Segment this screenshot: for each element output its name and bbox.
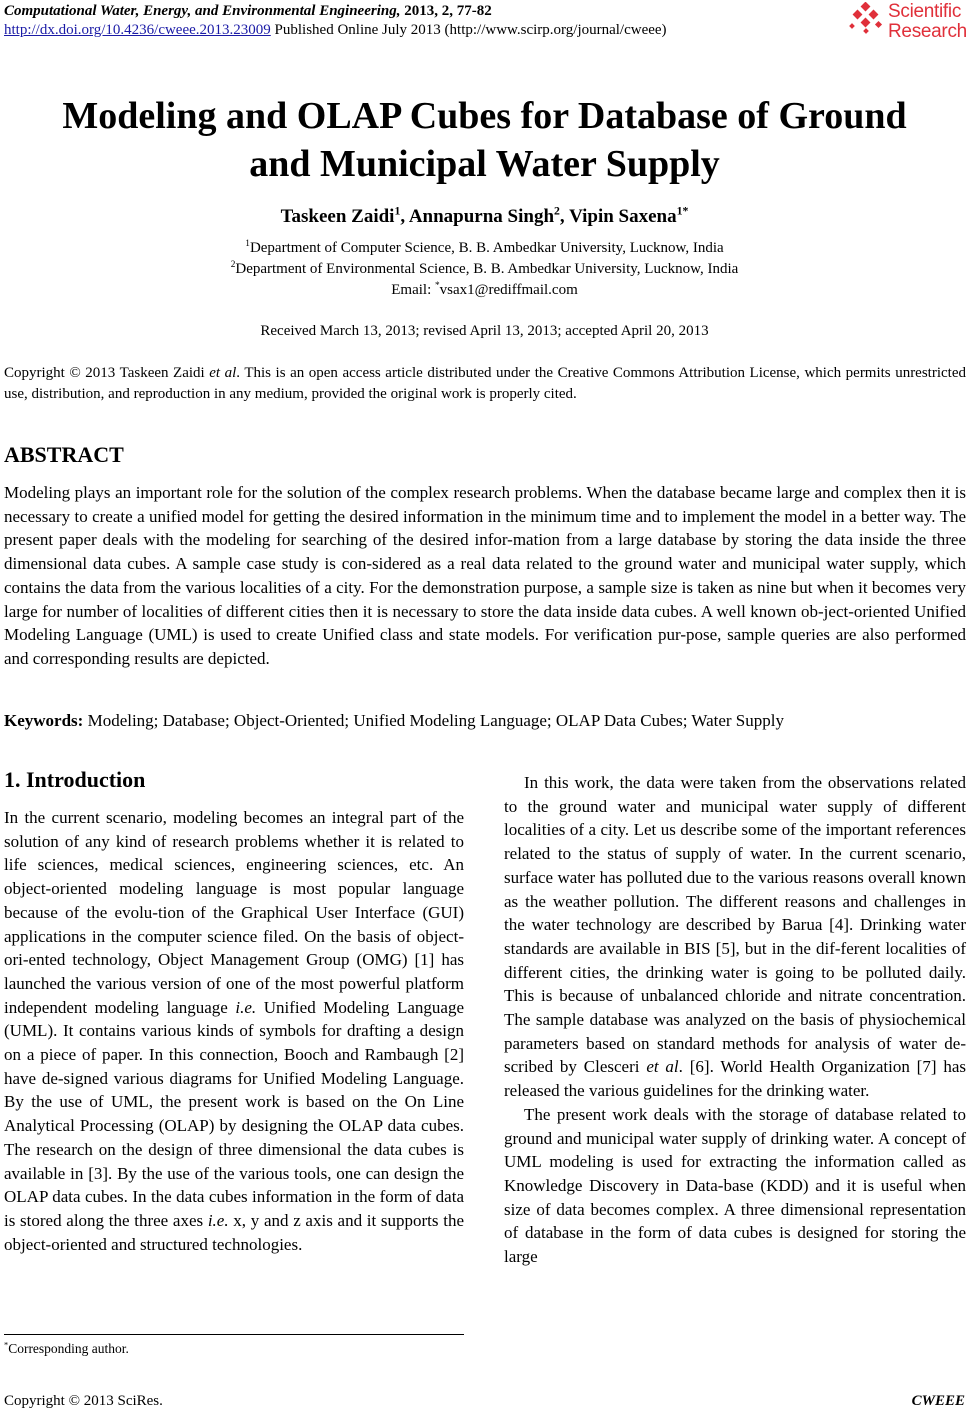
intro-column-left [4, 806, 464, 1256]
keywords [4, 709, 966, 732]
published-info: Published Online July 2013 (http://www.scirp.org/journal/cweee) [270, 22, 667, 38]
journal-citation [4, 2, 492, 20]
keywords-label: Keywords: [4, 711, 84, 730]
footnote: *Corresponding author. [4, 1340, 129, 1356]
email-link[interactable]: vsax1@rediffmail.com [439, 282, 578, 298]
logo-mark-icon [848, 2, 886, 38]
section-heading-introduction: 1. Introduction [4, 767, 146, 792]
footnote-divider [4, 1334, 464, 1335]
affiliation-1: $^1$Department of Computer Science, B. B. Ambedkar University, Lucknow, India [245, 239, 724, 256]
intro-paragraph: The present work deals with the storage of database related to ground and municipal water supply of drinking water. A concept of UML modeling is used for extracting the information called as Knowledge Discovery in Data-base (KDD) and it is useful when size of data becomes complex. A three dimensional representation of database in the form of data cubes is designed for storing the large [504, 1104, 966, 1267]
author-list: Taskeen Zaidi$^1$, Annapurna Singh$^2$, Vipin Saxena$^{1*}$ [280, 204, 689, 227]
paper-title: Modeling and OLAP Cubes for Database of Ground and Municipal Water Supply [62, 95, 907, 185]
copyright-notice: Copyright © 2013 Taskeen Zaidi et al. This is an open access article distributed under the Creative Commons Attribution License, which permits unrestricted use, distribution, and reproduction in any medium, provided the original work is properly cited. [4, 365, 966, 402]
intro-column-right [504, 771, 966, 1269]
footer-journal-abbrev: CWEEE [911, 1393, 965, 1409]
intro-paragraph: In the current scenario, modeling becomes an integral part of the solution of any kind of research problems whether it is related to life sciences, medical sciences, engineering sciences, etc. An object-oriented modeling language is most popular language because of the evolu-tion of the Graphical User Interface (GUI) applications in the computer science filed. On the basis of object-ori-ented technology, Object Management Group (OMG) [1] has launched the various version of one of the most powerful platform independent modeling language i.e. Unified Modeling Language (UML). It contains various kinds of symbols for drafting a design on a piece of paper. In this connection, Booch and Rambaugh [2] have de-signed various diagrams for Unified Modeling Language. By the use of UML, the present work is based on the On Line Analytical Processing (OLAP) by designing the OLAP data cubes. The research on the design of three dimensional the data cubes is available in [3]. By the use of the various tools, one can design the OLAP data cubes. In the data cubes information in the form of data is stored along the three axes i.e. x, y and z axis and it supports the object-oriented and structured technologies. [4, 808, 464, 1254]
author-3: Vipin Saxena [569, 206, 677, 227]
intro-paragraph: In this work, the data were taken from the observations related to the ground water and municipal water supply of different localities of a city. Let us describe some of the important references related to the status of supply of water. In the current scenario, surface water has polluted due to the various reasons overall known as the weather pollution. The different reasons and challenges in the water technology are described by Barua [4]. Drinking water standards are available in BIS [5], but in the dif-ferent localities of different cities, the drinking water is going to be polluted daily. This is because of unbalanced chloride and nitrate concentration. The sample database was analyzed on the basis of physiochemical parameters based on standard methods for analysis of water de-scribed by Clesceri et al. [6]. World Health Organization [7] has released the various guidelines for the drinking water. [504, 773, 966, 1101]
author-2: Annapurna Singh [408, 206, 555, 227]
keywords-list: Modeling; Database; Object-Oriented; Unified Modeling Language; OLAP Data Cubes; Water Supply [83, 711, 784, 730]
logo-text: Scientific Research [888, 1, 967, 42]
author-1: Taskeen Zaidi [280, 206, 395, 227]
doi-link[interactable]: http://dx.doi.org/10.4236/cweee.2013.23009 [4, 22, 271, 38]
scientific-research-logo [848, 2, 968, 42]
journal-volume: 2013, 2, 77-82 [400, 3, 492, 19]
received-dates: Received March 13, 2013; revised April 13, 2013; accepted April 20, 2013 [260, 323, 709, 339]
abstract-heading: ABSTRACT [4, 442, 124, 467]
abstract-text: Modeling plays an important role for the solution of the complex research problems. When the database became large and complex then it is necessary to create a unified model for getting the desired information in the minimum time and to implement the model in a better way. The present paper deals with the modeling for searching of the desired infor-mation from a large database by storing the data inside the three dimensional data cubes. A sample case study is con-sidered as a real data related to the ground water and municipal water supply, which contains the data from the various localities of a city. For the demonstration purpose, a sample size is taken as nine but when it becomes very large for number of localities of different cities then it is necessary to store the data inside data cubes. A well known ob-ject-oriented Unified Modeling Language (UML) is used to create Unified class and state models. For verification pur-pose, sample queries are also performed and corresponding results are depicted. [4, 483, 966, 668]
journal-name: Computational Water, Energy, and Environmental Engineering, [4, 3, 401, 19]
author-email: Email: *vsax1@rediffmail.com [391, 281, 578, 298]
affiliation-2: $^2$Department of Environmental Science, B. B. Ambedkar University, Lucknow, India [230, 260, 739, 277]
footer-copyright: Copyright © 2013 SciRes. [4, 1393, 163, 1409]
doi-line [4, 21, 667, 39]
